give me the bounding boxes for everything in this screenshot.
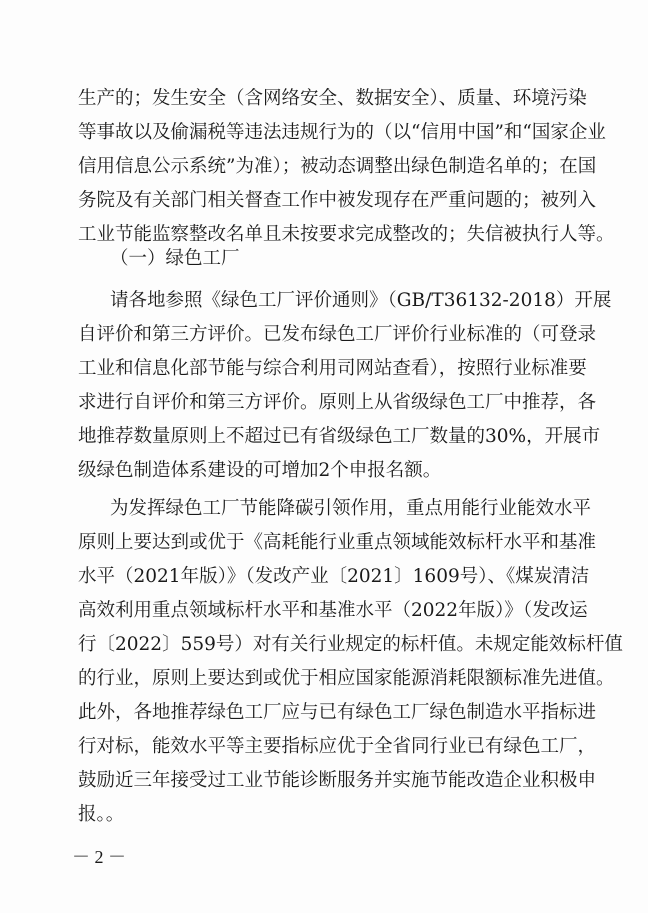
paragraph-line: 的行业，原则上要达到或优于相应国家能源消耗限额标准先进值。 (78, 668, 615, 689)
paragraph-line: 工业和信息化部节能与综合利用司网站查看），按照行业标准要 (78, 358, 587, 379)
paragraph-line: 地推荐数量原则上不超过已有省级绿色工厂数量的30%，开展市 (78, 426, 601, 447)
paragraph-line: 鼓励近三年接受过工业节能诊断服务并实施节能改造企业积极申 (78, 770, 597, 791)
paragraph-line: 求进行自评价和第三方评价。原则上从省级绿色工厂中推荐，各 (78, 392, 597, 413)
paragraph-line: 行〔2022〕559号）对有关行业规定的标杆值。未规定能效标杆值 (78, 634, 623, 655)
paragraph-line: 行对标，能效水平等主要指标应优于全省同行业已有绿色工厂， (78, 736, 597, 757)
paragraph-line: 此外，各地推荐绿色工厂应与已有绿色工厂绿色制造水平指标进 (78, 702, 597, 723)
paragraph-line: 信用信息公示系统”为准）；被动态调整出绿色制造名单的；在国 (78, 156, 597, 177)
paragraph-line: 务院及有关部门相关督查工作中被发现存在严重问题的；被列入 (78, 190, 597, 211)
paragraph-line: 水平（2021年版）》（发改产业〔2021〕1609号）、《煤炭清洁 (78, 566, 590, 587)
paragraph-line: 原则上要达到或优于《高耗能行业重点领域能效标杆水平和基准 (78, 532, 597, 553)
paragraph-line: 生产的；发生安全（含网络安全、数据安全）、质量、环境污染 (78, 88, 587, 109)
page-number: － 2 － (72, 847, 126, 867)
section-heading: （一）绿色工厂 (110, 248, 240, 269)
paragraph-line: 工业节能监察整改名单且未按要求完成整改的；失信被执行人等。 (78, 224, 615, 245)
paragraph-line: 自评价和第三方评价。已发布绿色工厂评价行业标准的（可登录 (78, 324, 597, 345)
paragraph-line: 级绿色制造体系建设的可增加2个申报名额。 (78, 460, 442, 481)
paragraph-line: 请各地参照《绿色工厂评价通则》（GB/T36132-2018）开展 (110, 290, 612, 311)
paragraph-line: 为发挥绿色工厂节能降碳引领作用，重点用能行业能效水平 (110, 498, 592, 519)
paragraph-line: 报。。 (78, 804, 125, 825)
paragraph-line: 等事故以及偷漏税等违法违规行为的（以“信用中国”和“国家企业 (78, 122, 606, 143)
paragraph-line: 高效利用重点领域标杆水平和基准水平（2022年版）》（发改运 (78, 600, 588, 621)
